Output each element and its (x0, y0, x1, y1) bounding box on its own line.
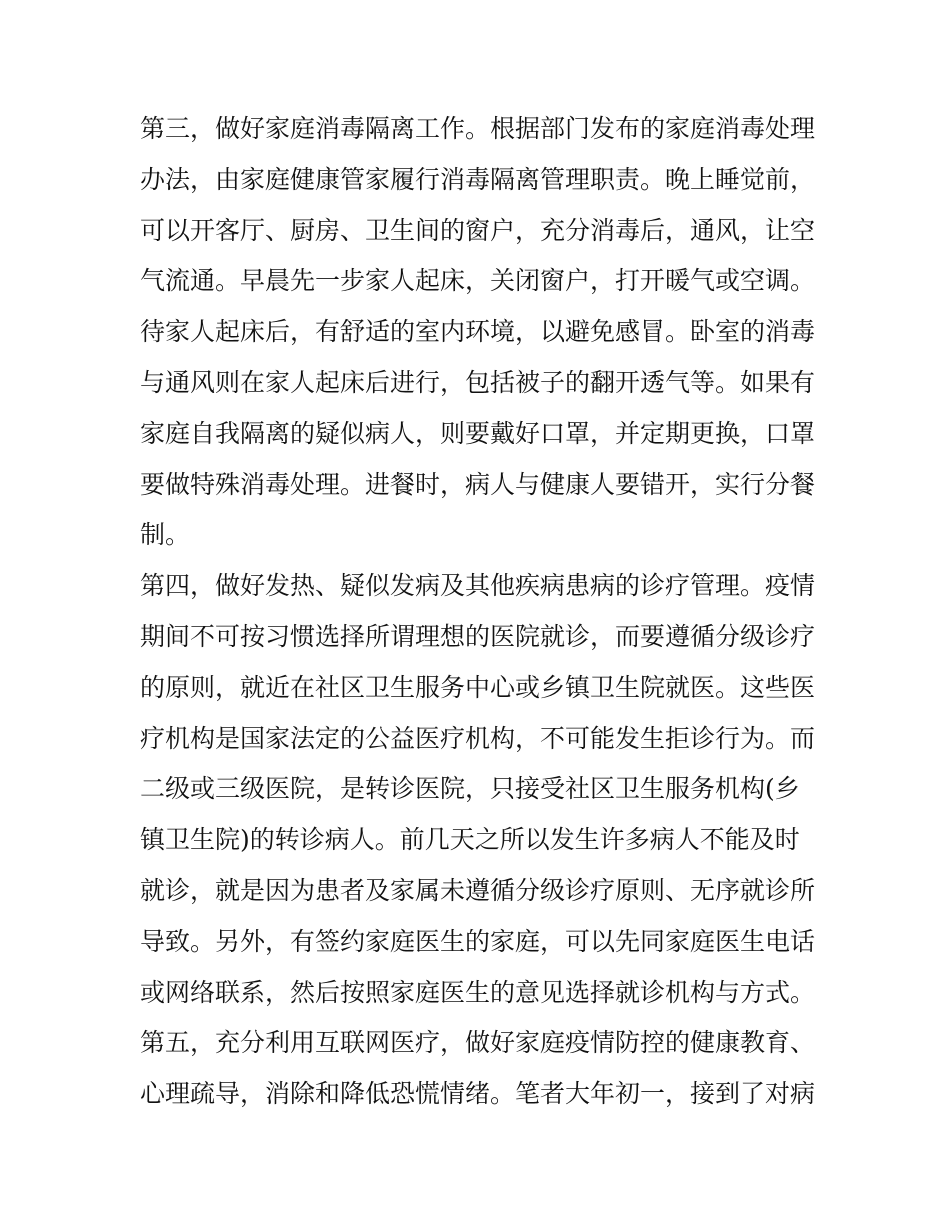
text-line: 第三，做好家庭消毒隔离工作。根据部门发布的家庭消毒处理 (140, 114, 816, 143)
text-line: 可以开客厅、厨房、卫生间的窗户，充分消毒后，通风，让空 (140, 215, 816, 245)
text-line: 第四，做好发热、疑似发病及其他疾病患病的诊疗管理。疫情 (140, 571, 816, 601)
body-text (140, 104, 820, 1120)
text-line: 期间不可按习惯选择所谓理想的医院就诊，而要遵循分级诊疗 (140, 621, 816, 651)
text-line: 第五，充分利用互联网医疗，做好家庭疫情防控的健康教育、 (140, 1028, 816, 1058)
text-line: 办法，由家庭健康管家履行消毒隔离管理职责。晚上睡觉前， (140, 164, 816, 194)
text-line: 制。 (140, 520, 191, 550)
text-line: 或网络联系，然后按照家庭医生的意见选择就诊机构与方式。 (140, 977, 816, 1007)
text-line: 要做特殊消毒处理。进餐时，病人与健康人要错开，实行分餐 (140, 469, 816, 499)
text-line: 导致。另外，有签约家庭医生的家庭，可以先同家庭医生电话 (140, 926, 816, 956)
text-line: 就诊，就是因为患者及家属未遵循分级诊疗原则、无序就诊所 (140, 875, 816, 905)
text-line: 疗机构是国家法定的公益医疗机构，不可能发生拒诊行为。而 (140, 723, 816, 753)
text-line: 二级或三级医院，是转诊医院，只接受社区卫生服务机构(乡 (140, 774, 800, 804)
text-line: 的原则，就近在社区卫生服务中心或乡镇卫生院就医。这些医 (140, 672, 816, 702)
text-line: 待家人起床后，有舒适的室内环境，以避免感冒。卧室的消毒 (140, 317, 816, 347)
text-line: 镇卫生院)的转诊病人。前几天之所以发生许多病人不能及时 (140, 825, 800, 855)
text-line: 心理疏导，消除和降低恐慌情绪。笔者大年初一，接到了对病 (140, 1079, 816, 1109)
text-line: 家庭自我隔离的疑似病人，则要戴好口罩，并定期更换，口罩 (140, 418, 816, 448)
text-line: 气流通。早晨先一步家人起床，关闭窗户，打开暖气或空调。 (140, 266, 816, 296)
text-line: 与通风则在家人起床后进行，包括被子的翻开透气等。如果有 (140, 367, 816, 397)
